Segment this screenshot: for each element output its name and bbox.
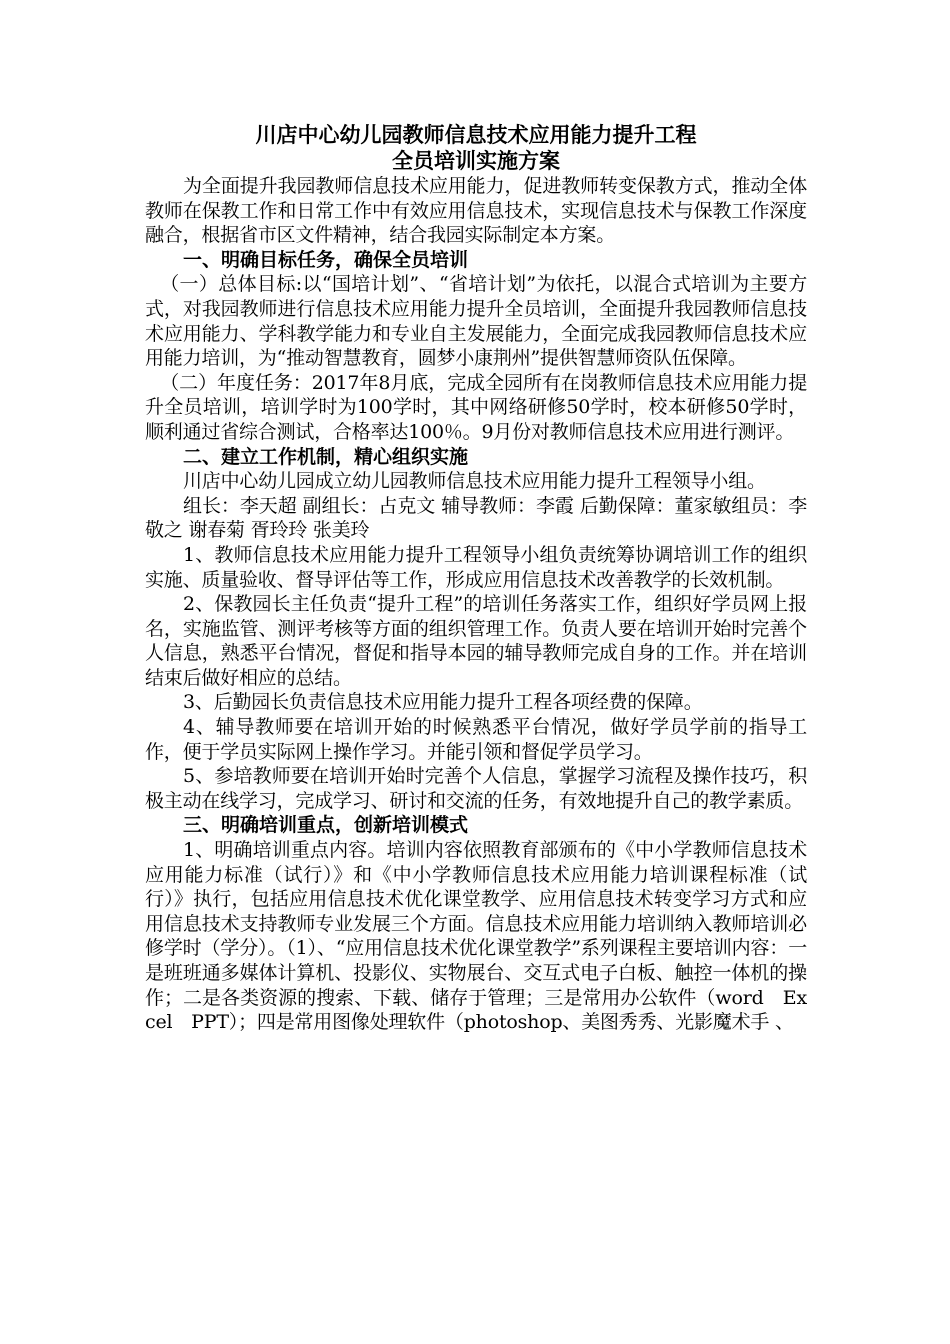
- document-title-line2: 全员培训实施方案: [392, 149, 560, 173]
- intro-paragraph: 为全面提升我园教师信息技术应用能力，促进教师转变保教方式，推动全体教师在保教工作和日常工作中有效应用信息技术，实现信息技术与保教工作深度融合，根据省市区文件精神，结合我园实际制定本方案。: [145, 175, 807, 247]
- section1-task-paragraph: （二）年度任务：2017年8月底，完成全园所有在岗教师信息技术应用能力提升全员培训，培训学时为100学时，其中网络研修50学时，校本研修50学时，顺利通过省综合测试，合格率达100％。9月份对教师信息技术应用进行测评。: [145, 371, 807, 443]
- section1-heading: 一、明确目标任务，确保全员培训: [183, 248, 469, 271]
- document-page: [145, 122, 807, 1035]
- section3-content-paragraph: 1、明确培训重点内容。培训内容依照教育部颁布的《中小学教师信息技术应用能力标准（试行）》和《中小学教师信息技术应用能力培训课程标准（试行）》执行，包括应用信息技术优化课堂教学、应用信息技术转变学习方式和应用信息技术支持教师专业发展三个方面。信息技术应用能力培训纳入教师培训必修学时（学分）。（1）、“应用信息技术优化课堂教学”系列课程主要培训内容：一是班班通多媒体计算机、投影仪、实物展台、交互式电子白板、触控一体机的操作；二是各类资源的搜索、下载、储存于管理；三是常用办公软件（word Excel PPT）；四是常用图像处理软件（photoshop、美图秀秀、光影魔术手 、: [145, 839, 807, 1034]
- section2-group-paragraph: 川店中心幼儿园成立幼儿园教师信息技术应用能力提升工程领导小组。: [183, 470, 766, 493]
- section2-heading: 二、建立工作机制，精心组织实施: [183, 445, 469, 468]
- section1-goal-paragraph: （一）总体目标:以“国培计划”、“省培计划”为依托，以混合式培训为主要方式，对我园教师进行信息技术应用能力提升全员培训，全面提升我园教师信息技术应用能力、学科教学能力和专业自主发展能力，全面完成我园教师信息技术应用能力培训，为“推动智慧教育，圆梦小康荆州”提供智慧师资队伍保障。: [145, 273, 807, 370]
- section2-item1-paragraph: 1、教师信息技术应用能力提升工程领导小组负责统筹协调培训工作的组织实施、质量验收、督导评估等工作，形成应用信息技术改善教学的长效机制。: [145, 543, 807, 591]
- section2-item3-paragraph: 3、后勤园长负责信息技术应用能力提升工程各项经费的保障。: [183, 691, 703, 714]
- document-title-line1: 川店中心幼儿园教师信息技术应用能力提升工程: [255, 123, 697, 147]
- section2-item5-paragraph: 5、参培教师要在培训开始时完善个人信息，掌握学习流程及操作技巧，积极主动在线学习，完成学习、研讨和交流的任务，有效地提升自己的教学素质。: [145, 765, 807, 812]
- section2-members-paragraph: 组长：李天超 副组长：占克文 辅导教师：李霞 后勤保障：董家敏组员：李敬之 谢春菊 胥玲玲 张美玲: [145, 494, 807, 542]
- section2-item4-paragraph: 4、辅导教师要在培训开始的时候熟悉平台情况，做好学员学前的指导工作，便于学员实际网上操作学习。并能引领和督促学员学习。: [145, 716, 807, 763]
- section2-item2-paragraph: 2、保教园长主任负责“提升工程”的培训任务落实工作，组织好学员网上报名，实施监管、测评考核等方面的组织管理工作。负责人要在培训开始时完善个人信息，熟悉平台情况，督促和指导本园的辅导教师完成自身的工作。并在培训结束后做好相应的总结。: [145, 593, 807, 689]
- section3-heading: 三、明确培训重点，创新培训模式: [183, 814, 469, 837]
